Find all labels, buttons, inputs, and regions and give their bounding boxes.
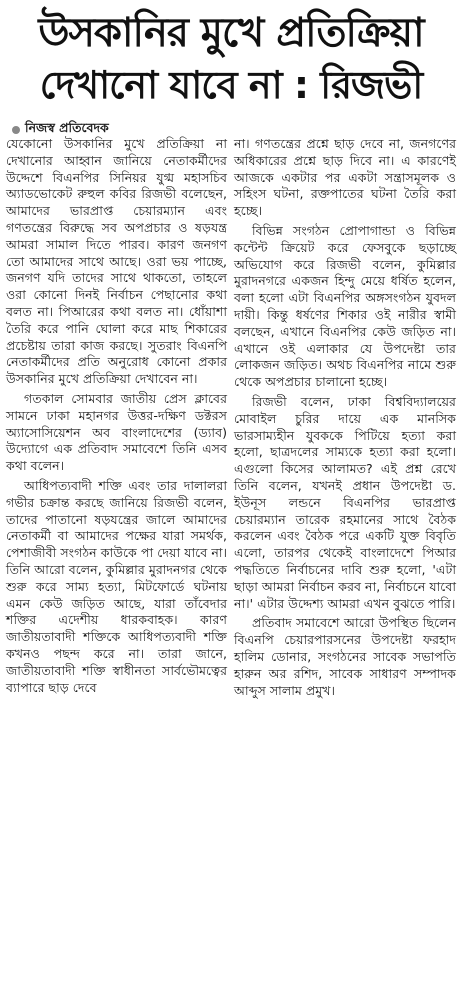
paragraph: গতকাল সোমবার জাতীয় প্রেস ক্লাবের সামনে ঢাকা মহানগর উত্তর-দক্ষিণ ডক্টরস অ্যাসোসিয়েশন অব বাংলাদেশের (ড্যাব) উদ্যোগে এক প্রতিবাদ সমাবেশে তিনি এসব কথা বলেন। [6, 390, 227, 474]
paragraph: প্রতিবাদ সমাবেশে আরো উপস্থিত ছিলেন বিএনপি চেয়ারপারসনের উপদেষ্টা ফরহাদ হালিম ডোনার, সংগঠনের সাবেক সভাপতি হারুন অর রশিদ, সাবেক সাধারণ সম্পাদক আব্দুস সালাম প্রমুখ। [234, 615, 456, 698]
paragraph: না। গণতন্ত্রের প্রশ্নে ছাড় দেবে না, জনগণের অধিকারের প্রশ্নে ছাড় দিবে না। এ কারণেই আজকে একটার পর একটা সন্ত্রাসমূলক ও সহিংস ঘটনা, রক্তপাতের ঘটনা তৈরি করা হচ্ছে। [234, 136, 456, 219]
bullet-icon [12, 126, 20, 134]
paragraph: রিজভী বলেন, ঢাকা বিশ্ববিদ্যালয়ের মোবাইল চুরির দায়ে এক মানসিক ভারসাম্যহীন যুবককে পিটিয়ে হত্যা করা হলো, ছাত্রদলের সাম্যকে হত্যা করা হলো। এগুলো কিসের আলামত? এই প্রশ্ন রেখে তিনি বলেন, যখনই প্রধান উপদেষ্টা ড. ইউনূস লন্ডনে বিএনপির ভারপ্রাপ্ত চেয়ারম্যান তারেক রহমানের সাথে বৈঠক করলেন এবং বৈঠক পরে একটি যুক্ত বিবৃতি এলো, তারপর থেকেই বাংলাদেশে পিআর পদ্ধতিতে নির্বাচনের দাবি শুরু হলো, 'এটা ছাড়া আমরা নির্বাচন করব না, নির্বাচনে যাবো না।' এটার উদ্দেশ্য আমরা এখন বুঝতে পারি। [234, 393, 457, 611]
paragraph: যেকোনো উসকানির মুখে প্রতিক্রিয়া না দেখানোর আহ্বান জানিয়ে নেতাকর্মীদের উদ্দেশে বিএনপির সিনিয়র যুগ্ম মহাসচিব অ্যাডভোকেট রুহুল কবির রিজভী বলেছেন, আমাদের ভারপ্রাপ্ত চেয়ারম্যান এবং গণতন্ত্রের বিরুদ্ধে সব অপপ্রচার ও ষড়যন্ত্র আমরা সামাল দিতে পারব। কারণ জনগণ তো আমাদের সাথে আছে। ওরা ভয় পাচ্ছে, জনগণ যদি তাদের সাথে থাকতো, তাহলে ওরা কোনো দিনই নির্বাচন পেছানোর কথা বলত না। পিআরের কথা বলত না। ধোঁয়াশা তৈরি করে পানি ঘোলা করে মাছ শিকারের প্রচেষ্টায় তারা কাজ করছে। সুতরাং বিএনপি নেতাকর্মীদের প্রতি অনুরোধ কোনো প্রকার উসকানির মুখে প্রতিক্রিয়া দেখাবেন না। [6, 136, 227, 387]
article-column-right [234, 136, 456, 699]
paragraph: বিভিন্ন সংগঠন প্রোপাগান্ডা ও বিভিন্ন কন্টেন্ট ক্রিয়েট করে ফেসবুকে ছড়াচ্ছে অভিযোগ করে রিজভী বলেন, কুমিল্লার মুরাদনগরে একজন হিন্দু মেয়ে ধর্ষিত হলেন, বলা হলো এটা বিএনপির অঙ্গসংগঠন যুবদল দায়ী। কিন্তু ধর্ষণের শিকার ওই নারীর স্বামী বলছেন, এখানে বিএনপির কেউ জড়িত না। এখানে ওই এলাকার যে উপদেষ্টা তার লোকজন জড়িত। অথচ বিএনপির নামে শুরু থেকে অপপ্রচার চালানো হচ্ছে। [234, 222, 456, 390]
byline-text: নিজস্ব প্রতিবেদক [25, 120, 109, 135]
headline-line-2: দেখানো যাবে না : রিজভী [39, 63, 423, 107]
article-column-left [6, 136, 227, 696]
headline-line-1: উসকানির মুখে প্রতিক্রিয়া [38, 10, 424, 56]
paragraph: আধিপত্যবাদী শক্তি এবং তার দালালরা গভীর চক্রান্ত করছে জানিয়ে রিজভী বলেন, তাদের পাতানো ষড়যন্ত্রের জালে আমাদের নেতাকর্মী বা আমাদের পক্ষের যারা সমর্থক, পেশাজীবী সংগঠন কাউকে পা দেয়া যাবে না। তিনি আরো বলেন, কুমিল্লার মুরাদনগর থেকে শুরু করে সাম্য হত্যা, মিটফোর্ডে ঘটনায় এমন কেউ জড়িত আছে, যারা তাঁবেদার শক্তির এদেশীয় ধারকবাহক। কারণ জাতীয়তাবাদী শক্তিকে আধিপত্যবাদী শক্তি কখনও পছন্দ করে না। তারা জানে, জাতীয়তাবাদী শক্তি স্বাধীনতা সার্বভৌমত্বের ব্যাপারে ছাড় দেবে [6, 477, 227, 695]
